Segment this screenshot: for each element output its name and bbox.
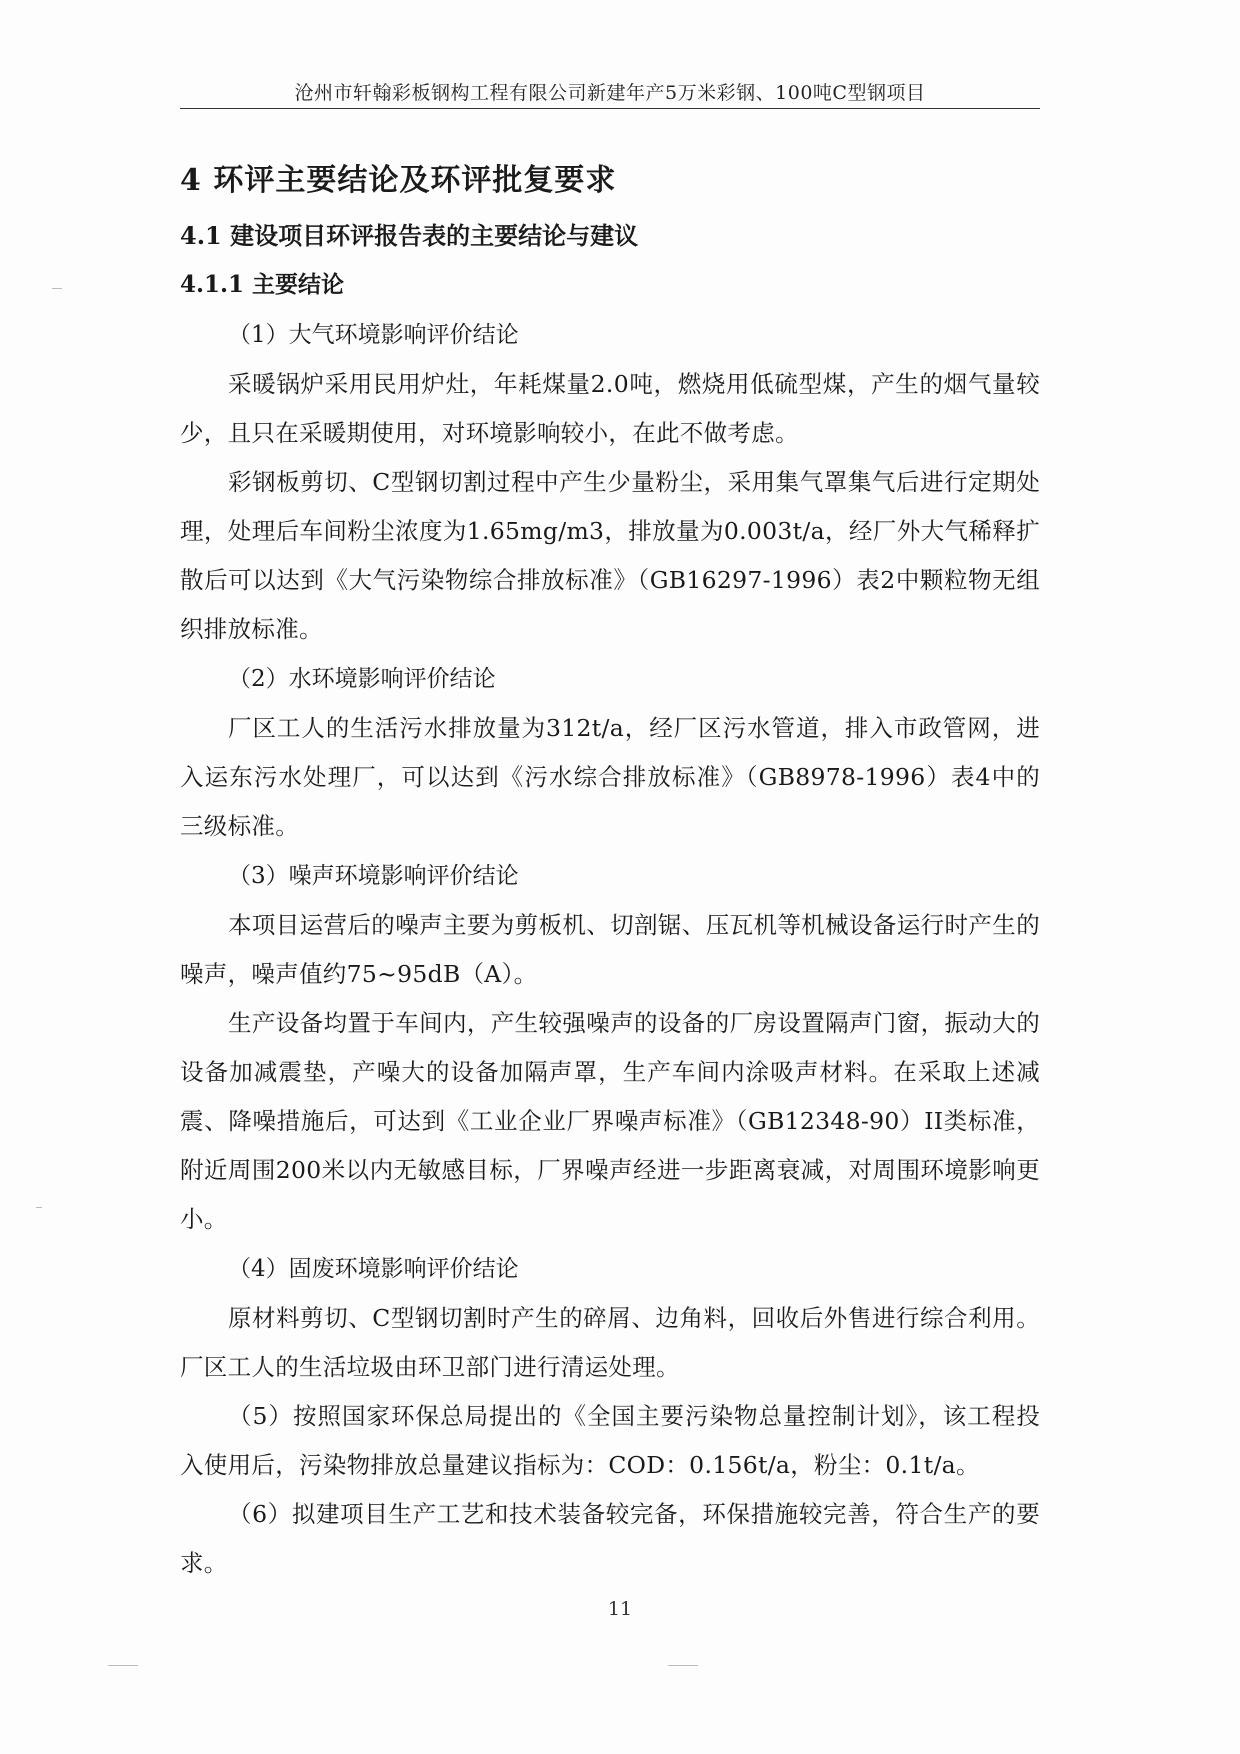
header-rule bbox=[180, 108, 1040, 109]
page-number: 11 bbox=[607, 1598, 633, 1620]
water-heading: （2）水环境影响评价结论 bbox=[228, 666, 496, 692]
noise-paragraph-1: 本项目运营后的噪声主要为剪板机、切剖锯、压瓦机等机械设备运行时产生的噪声，噪声值约75~95dB（A）。 bbox=[180, 911, 1040, 988]
noise-paragraph-2: 生产设备均置于车间内，产生较强噪声的设备的厂房设置隔声门窗，振动大的设备加减震垫，产噪大的设备加隔声罩，生产车间内涂吸声材料。在采取上述减震、降噪措施后，可达到《工业企业厂界噪声标准》（GB12348-90）II类标准，附近周围200米以内无敏感目标，厂界噪声经进一步距离衰减，对周围环境影响更小。 bbox=[180, 1009, 1040, 1233]
water-paragraph-1: 厂区工人的生活污水排放量为312t/a，经厂区污水管道，排入市政管网，进入运东污水处理厂，可以达到《污水综合排放标准》（GB8978-1996）表4中的三级标准。 bbox=[180, 714, 1040, 840]
air-heading: （1）大气环境影响评价结论 bbox=[228, 322, 519, 348]
total-control-paragraph: （5）按照国家环保总局提出的《全国主要污染物总量控制计划》，该工程投入使用后，污染物排放总量建议指标为：COD：0.156t/a，粉尘：0.1t/a。 bbox=[180, 1402, 1040, 1479]
scan-mark-margin bbox=[36, 1207, 42, 1208]
subsection-title: 4.1.1 主要结论 bbox=[180, 271, 345, 298]
air-paragraph-2: 彩钢板剪切、C型钢切割过程中产生少量粉尘，采用集气罩集气后进行定期处理，处理后车间粉尘浓度为1.65mg/m3，排放量为0.003t/a，经厂外大气稀释扩散后可以达到《大气污染物综合排放标准》（GB16297-1996）表2中颗粒物无组织排放标准。 bbox=[180, 468, 1040, 643]
running-header: 沧州市轩翰彩板钢构工程有限公司新建年产5万米彩钢、100吨C型钢项目 bbox=[294, 82, 926, 104]
air-paragraph-1: 采暖锅炉采用民用炉灶，年耗煤量2.0吨，燃烧用低硫型煤，产生的烟气量较少，且只在采暖期使用，对环境影响较小，在此不做考虑。 bbox=[180, 370, 1040, 447]
page-content bbox=[180, 150, 1040, 1588]
noise-heading: （3）噪声环境影响评价结论 bbox=[228, 863, 519, 889]
solid-waste-heading: （4）固废环境影响评价结论 bbox=[228, 1256, 519, 1282]
solid-waste-paragraph-1: 原材料剪切、C型钢切割时产生的碎屑、边角料，回收后外售进行综合利用。厂区工人的生活垃圾由环卫部门进行清运处理。 bbox=[180, 1304, 1040, 1381]
scan-mark-left bbox=[108, 1665, 138, 1666]
scan-mark-right bbox=[668, 1665, 698, 1666]
chapter-title: 4 环评主要结论及环评批复要求 bbox=[180, 163, 617, 198]
section-title: 4.1 建设项目环评报告表的主要结论与建议 bbox=[180, 221, 639, 250]
scan-mark-margin bbox=[52, 288, 62, 289]
technology-paragraph: （6）拟建项目生产工艺和技术装备较完备，环保措施较完善，符合生产的要求。 bbox=[180, 1500, 1040, 1577]
